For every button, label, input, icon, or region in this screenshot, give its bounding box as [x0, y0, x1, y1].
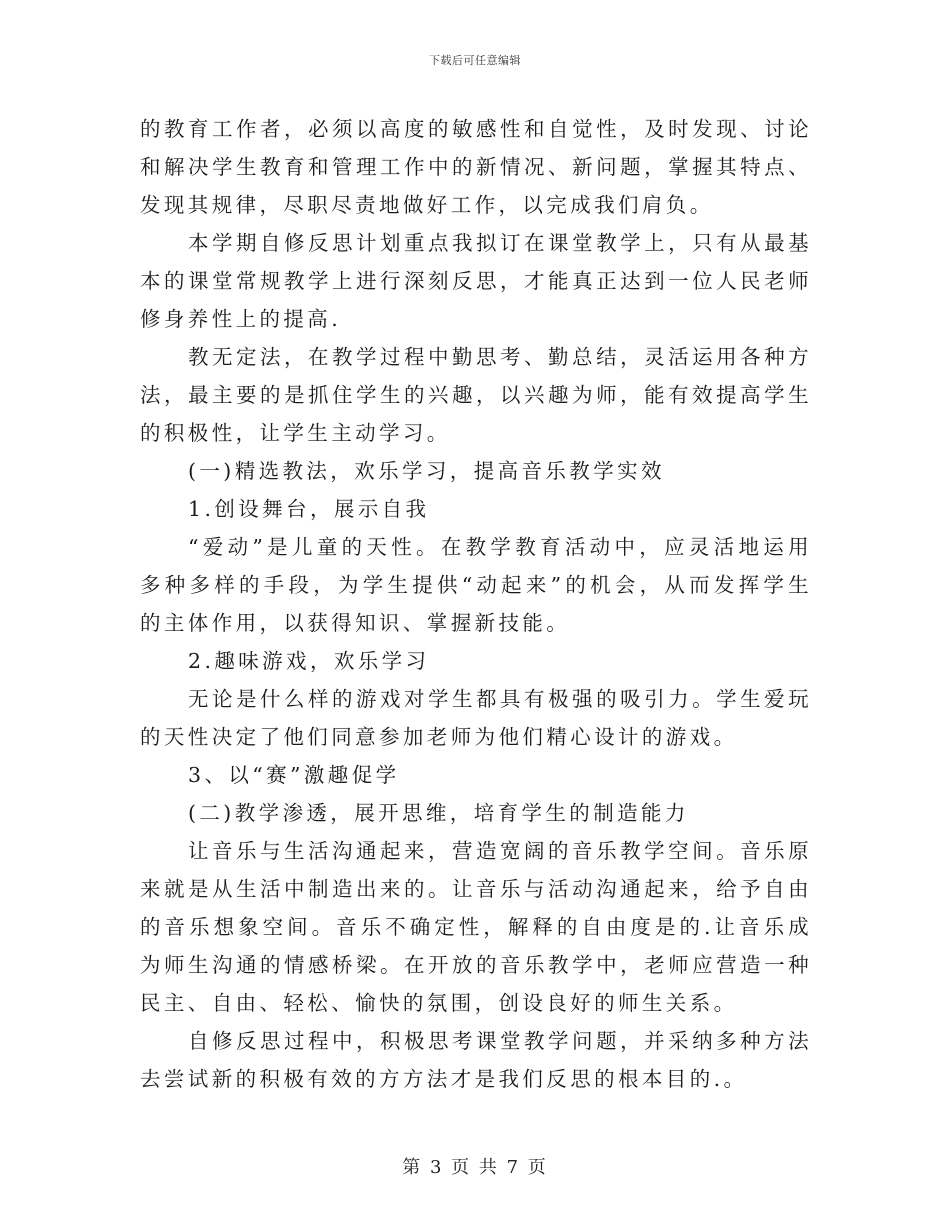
page-header: 下载后可任意编辑 — [429, 54, 521, 67]
paragraph: 自修反思过程中，积极思考课堂教学问题，并采纳多种方法去尝试新的积极有效的方方法才是我们反思的根本目的.。 — [140, 1029, 812, 1091]
subsection-heading: 3、以“赛”激趣促学 — [188, 763, 400, 787]
subsection-heading: 1.创设舞台，展示自我 — [188, 497, 430, 521]
paragraph: 本学期自修反思计划重点我拟订在课堂教学上，只有从最基本的课堂常规教学上进行深刻反思，才能真正达到一位人民老师修身养性上的提高. — [140, 231, 812, 331]
paragraph: “爱动”是儿童的天性。在教学教育活动中，应灵活地运用多种多样的手段，为学生提供“动起来”的机会，从而发挥学生的主体作用，以获得知识、掌握新技能。 — [140, 535, 812, 635]
subsection-heading: 2.趣味游戏，欢乐学习 — [188, 649, 430, 673]
paragraph: 让音乐与生活沟通起来，营造宽阔的音乐教学空间。音乐原来就是从生活中制造出来的。让音乐与活动沟通起来，给予自由的音乐想象空间。音乐不确定性，解释的自由度是的.让音乐成为师生沟通的情感桥梁。在开放的音乐教学中，老师应营造一种民主、自由、轻松、愉快的氛围，创设良好的师生关系。 — [140, 839, 812, 1015]
section-heading: (二)教学渗透，展开思维，培育学生的制造能力 — [188, 801, 689, 825]
section-heading: (一)精选教法，欢乐学习，提高音乐教学实效 — [188, 459, 665, 483]
document-body — [140, 110, 812, 1098]
page-number: 第 3 页 共 7 页 — [402, 1157, 548, 1178]
paragraph: 无论是什么样的游戏对学生都具有极强的吸引力。学生爱玩的天性决定了他们同意参加老师为他们精心设计的游戏。 — [140, 687, 812, 749]
paragraph: 教无定法，在教学过程中勤思考、勤总结，灵活运用各种方法，最主要的是抓住学生的兴趣，以兴趣为师，能有效提高学生的积极性，让学生主动学习。 — [140, 345, 812, 445]
paragraph: 的教育工作者，必须以高度的敏感性和自觉性，及时发现、讨论和解决学生教育和管理工作中的新情况、新问题，掌握其特点、发现其规律，尽职尽责地做好工作，以完成我们肩负。 — [140, 117, 812, 217]
